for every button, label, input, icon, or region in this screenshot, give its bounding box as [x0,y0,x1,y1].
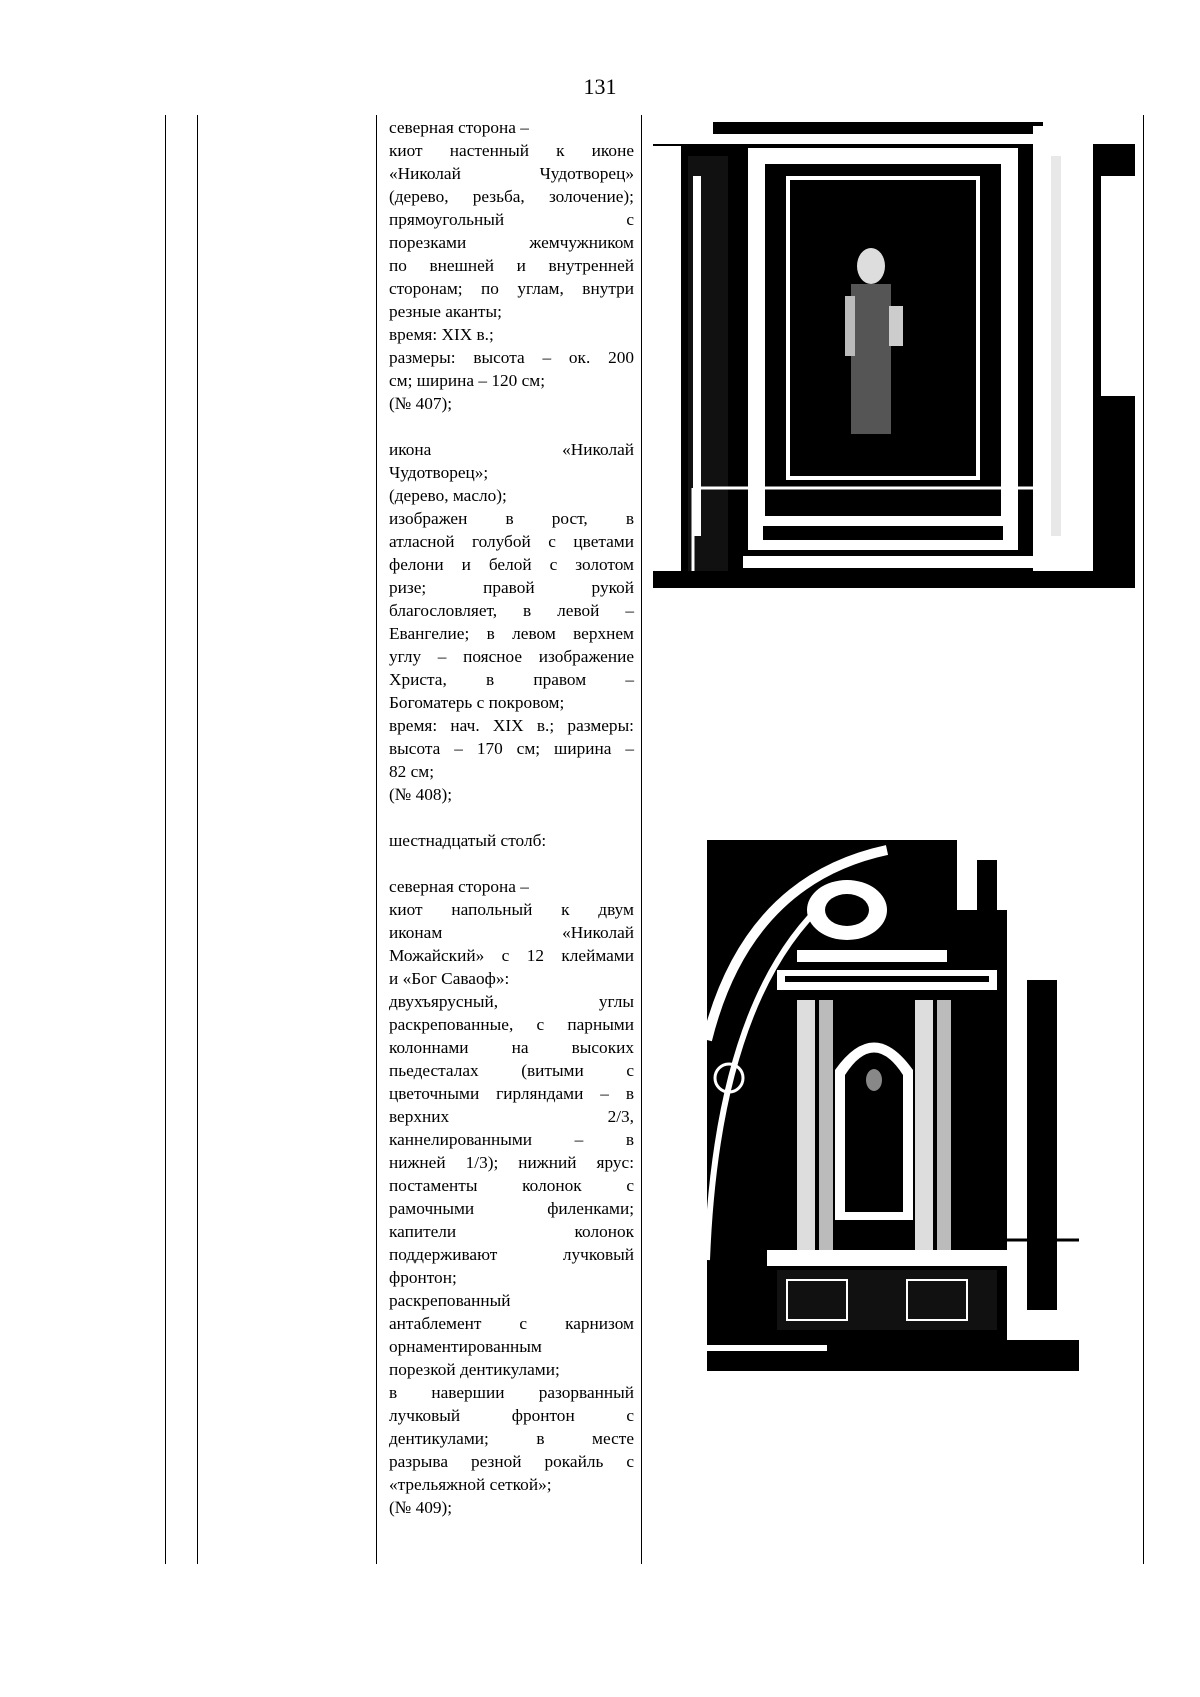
text-line: прямоугольный с [389,210,634,229]
entry-block [389,116,634,415]
text-line: (№ 409); [389,1498,453,1517]
text-line: каннелированными – в [389,1130,634,1149]
text-line: пьедесталах (витыми с [389,1061,634,1080]
text-line: разрыва резной рокайль с [389,1452,634,1471]
text-line: капители колонок [389,1222,634,1241]
text-line: резные аканты; [389,302,502,321]
text-line: верхних 2/3, [389,1107,634,1126]
text-line: атласной голубой с цветами [389,532,634,551]
entries-list [389,116,634,1519]
text-line: иконам «Николай [389,923,634,942]
text-line: шестнадцатый столб: [389,831,547,850]
text-line: раскрепованные, с парными [389,1015,634,1034]
text-line: рамочными филенками; [389,1199,634,1218]
text-line: икона «Николай [389,440,634,459]
text-line: поддерживают лучковый [389,1245,634,1264]
text-line: раскрепованный [389,1291,511,1310]
table-rule [197,115,198,1564]
table-rule [1143,115,1144,1564]
text-line: Чудотворец»; [389,463,489,482]
text-line: углу – поясное изображение [389,647,634,666]
text-line: (дерево, масло); [389,486,507,505]
text-line: северная сторона – [389,118,529,137]
text-line: размеры: высота – ок. 200 [389,348,634,367]
text-line: в навершии разорванный [389,1383,634,1402]
text-line: благословляет, в левой – [389,601,634,620]
text-line: порезками жемчужником [389,233,634,252]
page-number: 131 [583,74,617,99]
text-line: киот настенный к иконе [389,141,634,160]
text-line: колоннами на высоких [389,1038,634,1057]
entry-gap [389,806,634,829]
text-line: сторонам; по углам, внутри [389,279,634,298]
text-line: по внешней и внутренней [389,256,634,275]
text-line: (дерево, резьба, золочение); [389,187,634,206]
text-line: антаблемент с карнизом [389,1314,634,1333]
text-line: см; ширина – 120 см; [389,371,546,390]
text-line: изображен в рост, в [389,509,634,528]
text-line: время: нач. XIX в.; размеры: [389,716,634,735]
text-line: фронтон; [389,1268,457,1287]
text-line: Христа, в правом – [389,670,634,689]
text-line: киот напольный к двум [389,900,634,919]
photo-kiot-floor-two-tier [707,840,1079,1371]
text-line: северная сторона – [389,877,529,896]
text-line: «Николай Чудотворец» [389,164,634,183]
text-line: двухъярусный, углы [389,992,634,1011]
text-line: Евангелие; в левом верхнем [389,624,634,643]
text-line: высота – 170 см; ширина – [389,739,634,758]
text-line: фелони и белой с золотом [389,555,634,574]
text-line: Можайский» с 12 клеймами [389,946,634,965]
text-line: цветочными гирляндами – в [389,1084,634,1103]
entry-block [389,875,634,1519]
text-line: ризе; правой рукой [389,578,634,597]
text-line: 82 см; [389,762,435,781]
text-line: нижней 1/3); нижний ярус: [389,1153,634,1172]
text-line: лучковый фронтон с [389,1406,634,1425]
text-line: и «Бог Саваоф»: [389,969,510,988]
text-line: орнаментированным [389,1337,542,1356]
text-line: «трельяжной сеткой»; [389,1475,552,1494]
entry-block [389,829,634,852]
entry-gap [389,852,634,875]
table-rule [641,115,642,1564]
entry-gap [389,415,634,438]
table-rule [165,115,166,1564]
photo-kiot-icon-nikolai [653,116,1135,588]
text-line: дентикулами; в месте [389,1429,634,1448]
text-line: (№ 407); [389,394,453,413]
text-line: (№ 408); [389,785,453,804]
table-rule [376,115,377,1564]
description-column [389,116,634,1519]
text-line: постаменты колонок с [389,1176,634,1195]
text-line: время: XIX в.; [389,325,494,344]
text-line: порезкой дентикулами; [389,1360,560,1379]
entry-block [389,438,634,806]
text-line: Богоматерь с покровом; [389,693,565,712]
